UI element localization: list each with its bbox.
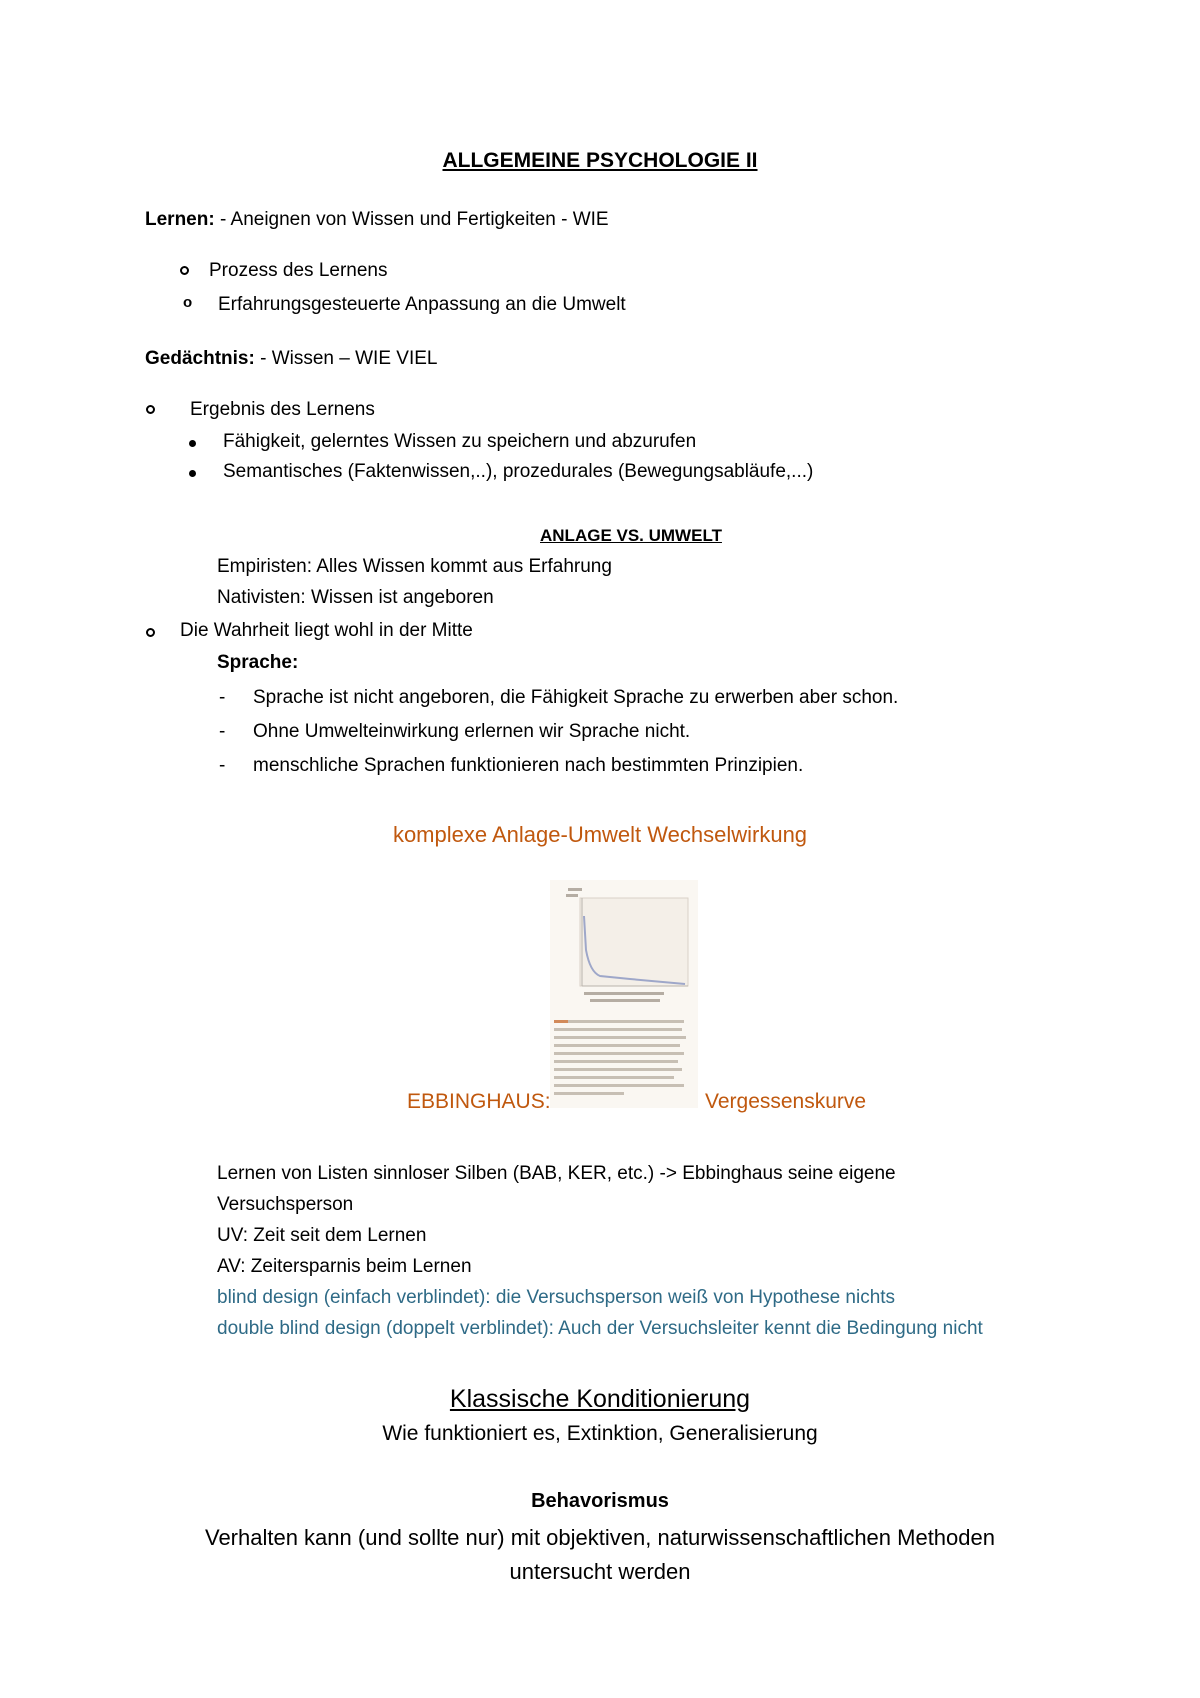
behavorismus-heading: Behavorismus [531,1490,669,1512]
gedaechtnis-bullet: Ergebnis des Lernens [190,399,375,420]
klassisch-subtitle: Wie funktioniert es, Extinktion, Generalisierung [382,1422,818,1445]
page-title: ALLGEMEINE PSYCHOLOGIE II [442,149,758,172]
sprache-item-1: Sprache ist nicht angeboren, die Fähigkeit Sprache zu erwerben aber schon. [253,687,899,708]
anlage-line-2: Nativisten: Wissen ist angeboren [217,587,494,608]
lernen-bullet-2-marker: o [183,294,193,311]
blind-design-line: blind design (einfach verblindet): die Versuchsperson weiß von Hypothese nichts [217,1287,896,1308]
forgetting-curve-image [550,880,698,1108]
sprache-item-3: menschliche Sprachen funktionieren nach bestimmten Prinzipien. [253,755,804,776]
vergessenskurve-label: Vergessenskurve [705,1090,867,1113]
anlage-heading: ANLAGE VS. UMWELT [540,526,722,545]
bullet-circle-icon [146,405,155,414]
bullet-dot-icon [189,440,196,447]
lernen-bullet-1: Prozess des Lernens [209,260,388,281]
lernen-text: - Aneignen von Wissen und Fertigkeiten - WIE [214,209,609,230]
ebbinghaus-line-3: UV: Zeit seit dem Lernen [217,1225,427,1246]
sprache-item-2: Ohne Umwelteinwirkung erlernen wir Sprache nicht. [253,721,691,742]
dash-marker: - [219,687,226,708]
dash-marker: - [219,721,226,742]
anlage-line-1: Empiristen: Alles Wissen kommt aus Erfahrung [217,556,612,577]
bullet-dot-icon [189,470,196,477]
ebbinghaus-line-1: Lernen von Listen sinnloser Silben (BAB, KER, etc.) -> Ebbinghaus seine eigene [217,1163,896,1184]
ebbinghaus-line-4: AV: Zeitersparnis beim Lernen [217,1256,472,1277]
lernen-line [145,209,609,231]
gedaechtnis-text: - Wissen – WIE VIEL [254,348,438,369]
bullet-circle-icon [146,628,155,637]
anlage-conclusion: komplexe Anlage-Umwelt Wechselwirkung [392,822,808,847]
ebbinghaus-line-2: Versuchsperson [217,1194,354,1215]
gedaechtnis-subbullet-1: Fähigkeit, gelerntes Wissen zu speichern und abzurufen [223,431,697,452]
bullet-circle-icon [180,266,189,275]
dash-marker: - [219,755,226,776]
gedaechtnis-subbullet-2: Semantisches (Faktenwissen,..), prozedurales (Bewegungsabläufe,...) [223,461,814,482]
klassisch-heading: Klassische Konditionierung [449,1385,751,1413]
behavorismus-line-2: untersucht werden [509,1559,691,1584]
double-blind-design-line: double blind design (doppelt verblindet): Auch der Versuchsleiter kennt die Bedingung nicht [217,1318,983,1339]
lernen-bullet-2: Erfahrungsgesteuerte Anpassung an die Umwelt [218,294,626,315]
anlage-bullet: Die Wahrheit liegt wohl in der Mitte [180,620,473,641]
ebbinghaus-label: EBBINGHAUS: [407,1090,551,1113]
lernen-label: Lernen: [145,209,215,230]
forgetting-curve-graphic [550,880,698,1108]
gedaechtnis-line [145,348,437,370]
gedaechtnis-label: Gedächtnis: [145,348,255,369]
sprache-label: Sprache: [217,652,299,673]
behavorismus-line-1: Verhalten kann (und sollte nur) mit objektiven, naturwissenschaftlichen Methoden [204,1525,995,1550]
